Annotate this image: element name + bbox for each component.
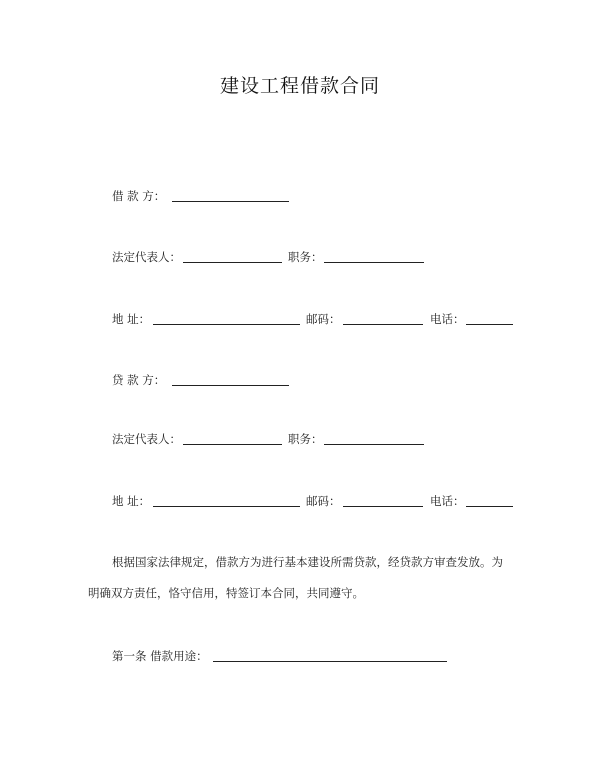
lender-position-label: 职务： xyxy=(288,432,323,446)
lender-position-blank[interactable] xyxy=(324,444,424,445)
lender-postcode-blank[interactable] xyxy=(343,506,423,507)
borrower-rep-blank[interactable] xyxy=(183,262,282,263)
borrower-position-label: 职务： xyxy=(288,250,323,264)
document-title: 建设工程借款合同 xyxy=(219,75,380,97)
lender-phone-blank[interactable] xyxy=(466,506,513,507)
lender-rep-label: 法定代表人： xyxy=(112,432,181,446)
lender-phone-label: 电话： xyxy=(430,494,465,508)
borrower-address-label: 地 址： xyxy=(112,312,151,326)
borrower-phone-blank[interactable] xyxy=(466,324,513,325)
article-1-blank[interactable] xyxy=(213,661,447,662)
borrower-address-blank[interactable] xyxy=(153,324,300,325)
borrower-party-label: 借 款 方： xyxy=(112,189,166,203)
preamble-line-1: 根据国家法律规定，借款方为进行基本建设所需贷款，经贷款方审查发放。为 xyxy=(112,555,503,569)
lender-rep-blank[interactable] xyxy=(183,444,282,445)
borrower-postcode-label: 邮码： xyxy=(306,312,341,326)
lender-postcode-label: 邮码： xyxy=(306,494,341,508)
lender-address-blank[interactable] xyxy=(153,506,300,507)
article-1-label: 第一条 借款用途： xyxy=(112,649,208,663)
borrower-party-blank[interactable] xyxy=(172,201,289,202)
borrower-rep-label: 法定代表人： xyxy=(112,250,181,264)
borrower-postcode-blank[interactable] xyxy=(343,324,423,325)
borrower-phone-label: 电话： xyxy=(430,312,465,326)
preamble-line-2: 明确双方责任，恪守信用，特签订本合同，共同遵守。 xyxy=(88,586,364,600)
lender-address-label: 地 址： xyxy=(112,494,151,508)
lender-party-blank[interactable] xyxy=(172,385,289,386)
lender-party-label: 贷 款 方： xyxy=(112,373,166,387)
borrower-position-blank[interactable] xyxy=(324,262,424,263)
